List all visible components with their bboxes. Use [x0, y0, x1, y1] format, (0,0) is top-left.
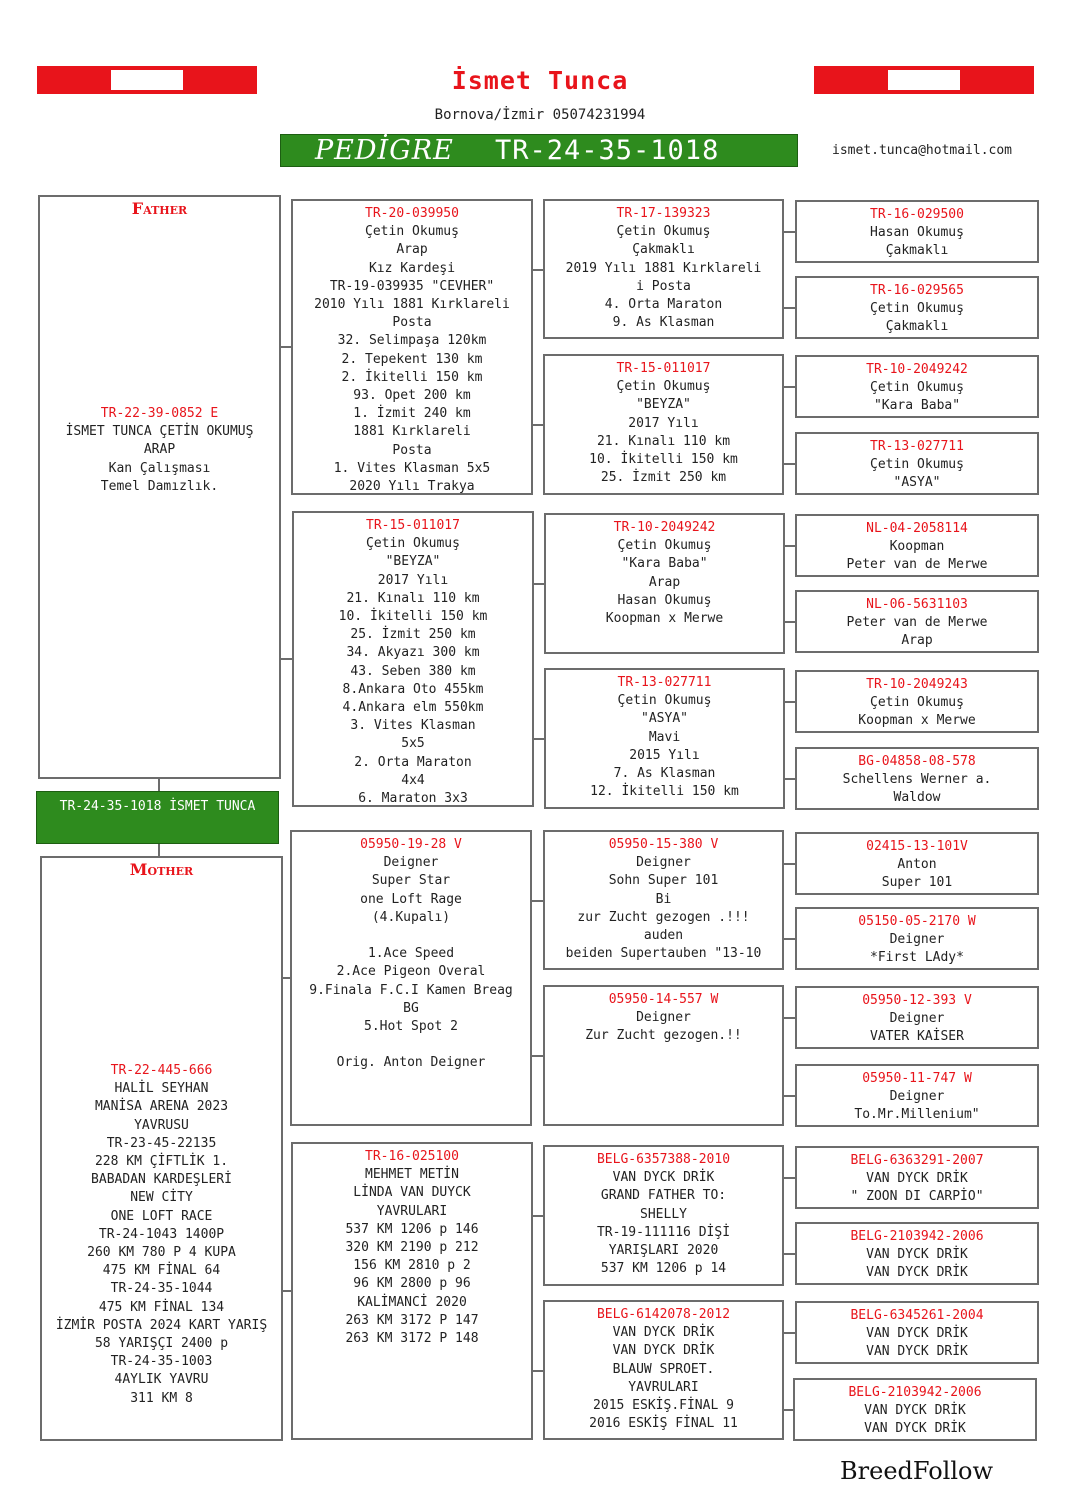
pigeon-ring: 02415-13-101V [866, 839, 968, 854]
pedigree-label: PEDİGRE [315, 135, 454, 166]
pigeon-line: auden [643, 928, 684, 944]
pigeon-line: Çetin Okumuş [870, 695, 964, 711]
gen3-box-2 [543, 354, 784, 495]
father-line: ARAP [143, 442, 176, 458]
pigeon-line: Posta [392, 315, 432, 331]
pigeon-line: Koopman x Merwe [858, 713, 976, 729]
pigeon-line: 2015 Yılı [629, 747, 700, 763]
mother-line: 260 KM 780 P 4 KUPA [87, 1245, 236, 1261]
gen4-box-6 [795, 590, 1039, 653]
mother-line: BABADAN KARDEŞLERİ [91, 1172, 232, 1188]
pigeon-line: "BEYZA" [636, 397, 691, 413]
pigeon-ring: TR-20-039950 [365, 206, 459, 221]
pigeon-ring: BELG-2103942-2006 [848, 1385, 982, 1400]
pigeon-ring: TR-10-2049242 [866, 362, 968, 377]
father-header: Father [131, 199, 188, 218]
mother-line: NEW CİTY [130, 1190, 193, 1206]
pigeon-line: TR-19-039935 "CEVHER" [329, 278, 495, 294]
pigeon-line: 1. İzmit 240 km [353, 406, 471, 422]
pigeon-ring: TR-13-027711 [617, 675, 712, 690]
pedigree-id: TR-24-35-1018 [495, 135, 720, 166]
pigeon-line: 21. Kınalı 110 km [596, 433, 731, 449]
pigeon-line: Arap [648, 574, 681, 590]
pigeon-line: 3. Vites Klasman [350, 718, 476, 734]
pigeon-line: BLAUW SPROET. [612, 1361, 715, 1377]
pigeon-line: Orig. Anton Deigner [336, 1055, 486, 1071]
pigeon-line: 12. İkitelli 150 km [590, 784, 739, 800]
gen4-box-2 [795, 276, 1039, 339]
pigeon-line: 2010 Yılı 1881 Kırklareli [314, 297, 510, 313]
gen3-box-5 [543, 830, 784, 970]
pigeon-line: "ASYA" [641, 711, 688, 727]
pigeon-line: Deigner [636, 1010, 691, 1026]
pigeon-line: 8.Ankara Oto 455km [342, 681, 484, 697]
subject-box [36, 791, 279, 844]
gen4-box-5 [795, 514, 1039, 577]
gen4-box-11 [795, 986, 1039, 1049]
pigeon-ring: NL-04-2058114 [866, 521, 968, 536]
gen4-box-10 [795, 907, 1039, 970]
gen3-box-1 [543, 199, 784, 339]
father-line: Kan Çalışması [108, 460, 211, 476]
pigeon-ring: 05950-19-28 V [360, 837, 462, 852]
pigeon-line: Çetin Okumuş [617, 693, 712, 709]
pigeon-line: Deigner [889, 932, 945, 948]
owner-title: İsmet Tunca [451, 66, 629, 95]
mother-line: 475 KM FİNAL 64 [102, 1263, 221, 1279]
pigeon-line: VAN DYCK DRİK [866, 1326, 968, 1342]
pigeon-line: 2. Tepekent 130 km [341, 351, 483, 367]
pigeon-ring: TR-10-2049243 [866, 677, 968, 692]
pigeon-line: i Posta [636, 278, 691, 294]
pigeon-line: 25. İzmit 250 km [600, 470, 727, 486]
pigeon-line: 96 KM 2800 p 96 [353, 1276, 471, 1292]
pigeon-line: TR-19-111116 DİŞİ [596, 1224, 731, 1240]
pigeon-ring: TR-17-139323 [616, 206, 711, 221]
pigeon-line: YAVRULARI [628, 1379, 699, 1395]
brand-logo-text: BreedFollow [840, 1457, 994, 1485]
pigeon-line: Super 101 [881, 875, 953, 891]
pigeon-line: Çetin Okumuş [870, 380, 964, 396]
pigeon-line: "BEYZA" [385, 554, 441, 570]
gen3-box-6 [543, 985, 784, 1126]
gen2-box-1 [291, 199, 533, 495]
pigeon-line: "Kara Baba" [873, 398, 961, 414]
pigeon-ring: TR-13-027711 [870, 439, 964, 454]
pigeon-line: YAVRULARI [376, 1203, 448, 1219]
pigeon-line: 2017 Yılı [628, 415, 699, 431]
pigeon-line: Super Star [371, 873, 451, 889]
pigeon-line: 9.Finala F.C.I Kamen Breag [309, 982, 513, 998]
pigeon-line: VATER KAİSER [870, 1029, 964, 1045]
gen4-box-9 [795, 832, 1039, 895]
pigeon-line: VAN DYCK DRİK [612, 1170, 715, 1186]
mother-line: 228 KM ÇİFTLİK 1. [94, 1154, 229, 1170]
gen2-box-2 [292, 511, 534, 807]
gen4-box-7 [795, 670, 1039, 733]
mother-line: HALİL SEYHAN [114, 1081, 209, 1097]
pigeon-line: YARIŞLARI 2020 [608, 1243, 719, 1259]
pigeon-line: Koopman x Merwe [605, 611, 724, 627]
pigeon-line: 263 KM 3172 P 148 [345, 1331, 479, 1347]
pigeon-line: Deigner [636, 855, 691, 871]
pigeon-line: Arap [901, 633, 933, 649]
pigeon-line: Çetin Okumuş [617, 538, 712, 554]
subject-ring: TR-24-35-1018 [59, 799, 162, 814]
gen3-box-8 [543, 1300, 784, 1440]
mother-line: TR-24-35-1003 [110, 1354, 213, 1370]
pigeon-line: VAN DYCK DRİK [612, 1343, 715, 1359]
pigeon-line: MEHMET METİN [365, 1167, 459, 1183]
gen4-box-15 [795, 1301, 1039, 1364]
mother-line: MANİSA ARENA 2023 [94, 1099, 229, 1115]
pigeon-line: Zur Zucht gezogen.!! [585, 1028, 742, 1044]
pigeon-ring: BELG-6345261-2004 [850, 1308, 984, 1323]
mother-box [40, 856, 283, 1441]
pigeon-line: SHELLY [640, 1206, 687, 1222]
mother-ring: TR-22-445-666 [110, 1063, 213, 1078]
pigeon-line: 537 KM 1206 p 146 [345, 1221, 479, 1237]
pigeon-line: 21. Kınalı 110 km [346, 590, 480, 606]
pigeon-line: zur Zucht gezogen .!!! [577, 909, 750, 925]
pigeon-line: Bi [655, 891, 672, 907]
pigeon-line: 5.Hot Spot 2 [364, 1019, 458, 1035]
pigeon-line: 1. Vites Klasman 5x5 [333, 460, 491, 476]
pigeon-ring: BELG-6363291-2007 [850, 1153, 984, 1168]
gen2-box-3 [290, 830, 532, 1126]
pigeon-line: 9. As Klasman [612, 315, 715, 331]
gen4-box-1 [795, 200, 1039, 263]
pigeon-line: 1.Ace Speed [367, 946, 455, 962]
pigeon-line: 2020 Yılı Trakya [349, 479, 475, 495]
mother-line: 311 KM 8 [130, 1390, 193, 1406]
pigeon-ring: TR-10-2049242 [613, 520, 716, 535]
pigeon-line: Kız Kardeşi [368, 260, 456, 276]
pigeon-line: 2019 Yılı 1881 Kırklareli [565, 260, 762, 276]
mother-line: ONE LOFT RACE [110, 1208, 213, 1224]
pigeon-line: 4x4 [401, 772, 425, 788]
gen4-box-14 [795, 1222, 1039, 1285]
pigeon-line: Waldow [893, 790, 941, 806]
pigeon-ring: 05950-15-380 V [608, 837, 719, 852]
pigeon-line: one Loft Rage [360, 891, 462, 907]
pigeon-line: Çetin Okumuş [366, 536, 460, 552]
pigeon-ring: 05150-05-2170 W [858, 914, 976, 929]
mother-line: 4AYLIK YAVRU [114, 1372, 209, 1388]
pigeon-line: 25. İzmit 250 km [350, 627, 476, 643]
pigeon-line: " ZOON DI CARPİO" [850, 1189, 984, 1205]
pigeon-line: GRAND FATHER TO: [600, 1188, 727, 1204]
pigeon-line: Anton [897, 857, 937, 873]
pigeon-line: Deigner [889, 1011, 945, 1027]
pigeon-line: 7. As Klasman [613, 766, 716, 782]
pigeon-line: 2017 Yılı [377, 572, 449, 588]
owner-address: Bornova/İzmir 05074231994 [434, 107, 646, 123]
pigeon-line: 2015 ESKİŞ.FİNAL 9 [593, 1398, 734, 1414]
mother-line: TR-24-35-1044 [110, 1281, 213, 1297]
father-line: İSMET TUNCA ÇETİN OKUMUŞ [65, 424, 254, 440]
gen4-box-8 [795, 747, 1039, 810]
pigeon-line: Çetin Okumuş [616, 224, 711, 240]
pigeon-line: 2. İkitelli 150 km [341, 369, 483, 385]
pigeon-line [292, 927, 530, 945]
pigeon-line: "Kara Baba" [621, 556, 708, 572]
pigeon-line: LİNDA VAN DUYCK [353, 1185, 471, 1201]
pigeon-line: 1881 Kırklareli [353, 424, 471, 440]
gen3-box-3 [544, 513, 785, 654]
pigeon-line: VAN DYCK DRİK [866, 1265, 968, 1281]
pigeon-line: VAN DYCK DRİK [866, 1247, 968, 1263]
gen3-box-7 [543, 1145, 784, 1286]
pigeon-line: 93. Opet 200 km [353, 388, 471, 404]
father-box [38, 195, 281, 779]
pigeon-ring: NL-06-5631103 [866, 597, 968, 612]
gen2-box-4 [291, 1142, 533, 1440]
pigeon-ring: TR-16-029565 [870, 283, 964, 298]
gen3-box-4 [544, 668, 785, 809]
pigeon-line: KALİMANCİ 2020 [357, 1294, 467, 1310]
pigeon-line: 43. Seben 380 km [350, 663, 476, 679]
pigeon-ring: BELG-2103942-2006 [850, 1229, 984, 1244]
pigeon-line: 320 KM 2190 p 212 [345, 1240, 479, 1256]
pigeon-line: 263 KM 3172 P 147 [345, 1312, 479, 1328]
pigeon-line: Sohn Super 101 [608, 873, 719, 889]
pigeon-line: 4.Ankara elm 550km [342, 700, 484, 716]
pigeon-line: Deigner [383, 855, 439, 871]
pigeon-ring: 05950-14-557 W [608, 992, 719, 1007]
mother-header: Mother [129, 860, 194, 879]
pigeon-line: Hasan Okumuş [870, 225, 964, 241]
pigeon-line: Çakmaklı [632, 242, 695, 258]
pigeon-line: Koopman [889, 539, 945, 555]
pigeon-ring: TR-15-011017 [366, 518, 460, 533]
gen4-box-3 [795, 355, 1039, 418]
pigeon-line: VAN DYCK DRİK [864, 1403, 966, 1419]
pigeon-line: VAN DYCK DRİK [612, 1325, 715, 1341]
owner-email[interactable]: ismet.tunca@hotmail.com [832, 143, 1013, 158]
pigeon-line: Mavi [648, 729, 681, 745]
pigeon-line: VAN DYCK DRİK [866, 1171, 968, 1187]
gen4-box-4 [795, 432, 1039, 495]
pigeon-line: 2.Ace Pigeon Overal [336, 964, 486, 980]
pigeon-line: Çakmaklı [885, 319, 949, 335]
pigeon-line: 156 KM 2810 p 2 [353, 1258, 471, 1274]
pigeon-line: Hasan Okumuş [617, 592, 712, 608]
pigeon-line: To.Mr.Millenium" [854, 1107, 980, 1123]
subject-owner: İSMET TUNCA [169, 799, 256, 814]
pigeon-line: 6. Maraton 3x3 [358, 791, 468, 807]
pigeon-ring: TR-15-011017 [616, 361, 711, 376]
pigeon-line: 10. İkitelli 150 km [589, 452, 738, 468]
mother-line: 475 KM FİNAL 134 [98, 1299, 225, 1315]
pigeon-line: Çetin Okumuş [870, 457, 964, 473]
gen4-box-13 [795, 1146, 1039, 1209]
pigeon-line: Çetin Okumuş [616, 379, 711, 395]
pigeon-line: Posta [392, 442, 432, 458]
father-ring: TR-22-39-0852 E [100, 406, 219, 421]
pigeon-ring: TR-16-025100 [365, 1149, 459, 1164]
pigeon-ring: 05950-11-747 W [862, 1071, 972, 1086]
pigeon-line: VAN DYCK DRİK [866, 1344, 968, 1360]
pigeon-line: (4.Kupalı) [371, 909, 451, 925]
father-line: Temel Damızlık. [100, 478, 219, 494]
pigeon-line [292, 1036, 530, 1054]
pigeon-line: *First LAdy* [870, 950, 964, 966]
pigeon-line: Peter van de Merwe [846, 557, 988, 573]
pigeon-line: VAN DYCK DRİK [864, 1421, 966, 1437]
pigeon-line: 32. Selimpaşa 120km [337, 333, 487, 349]
gen4-box-12 [795, 1064, 1039, 1127]
pigeon-line: Çetin Okumuş [365, 224, 459, 240]
pigeon-line: Peter van de Merwe [846, 615, 988, 631]
pigeon-line: Deigner [889, 1089, 945, 1105]
mother-line: TR-23-45-22135 [106, 1135, 217, 1151]
pigeon-line: beiden Supertauben "13-10 [565, 946, 762, 962]
pigeon-line: 4. Orta Maraton [604, 297, 723, 313]
mother-line: TR-24-1043 1400P [98, 1226, 225, 1242]
mother-line: YAVRUSU [134, 1117, 189, 1133]
pigeon-ring: BELG-6142078-2012 [596, 1307, 731, 1322]
pigeon-ring: TR-16-029500 [870, 207, 964, 222]
pigeon-line: Çetin Okumuş [870, 301, 964, 317]
mother-line: 58 YARIŞÇI 2400 p [94, 1336, 229, 1352]
pigeon-line: 34. Akyazı 300 km [346, 645, 480, 661]
pigeon-line: 2. Orta Maraton [354, 754, 472, 770]
pigeon-line: 537 KM 1206 p 14 [600, 1261, 727, 1277]
pigeon-line: Arap [396, 242, 428, 258]
pigeon-line: 2016 ESKİŞ FİNAL 11 [589, 1416, 738, 1432]
pigeon-line: Schellens Werner a. [842, 772, 992, 788]
mother-line: İZMİR POSTA 2024 KART YARIŞ [55, 1317, 268, 1333]
pigeon-line: Çakmaklı [885, 243, 949, 259]
pigeon-ring: BG-04858-08-578 [858, 754, 976, 769]
pigeon-line: 10. İkitelli 150 km [338, 609, 488, 625]
pigeon-ring: 05950-12-393 V [862, 993, 972, 1008]
pigeon-line: 5x5 [401, 736, 425, 752]
pigeon-line: BG [403, 1000, 419, 1016]
pedigree-bar [280, 134, 798, 167]
gen4-box-16 [793, 1378, 1037, 1441]
pigeon-line: "ASYA" [893, 475, 941, 491]
pigeon-ring: BELG-6357388-2010 [596, 1152, 731, 1167]
